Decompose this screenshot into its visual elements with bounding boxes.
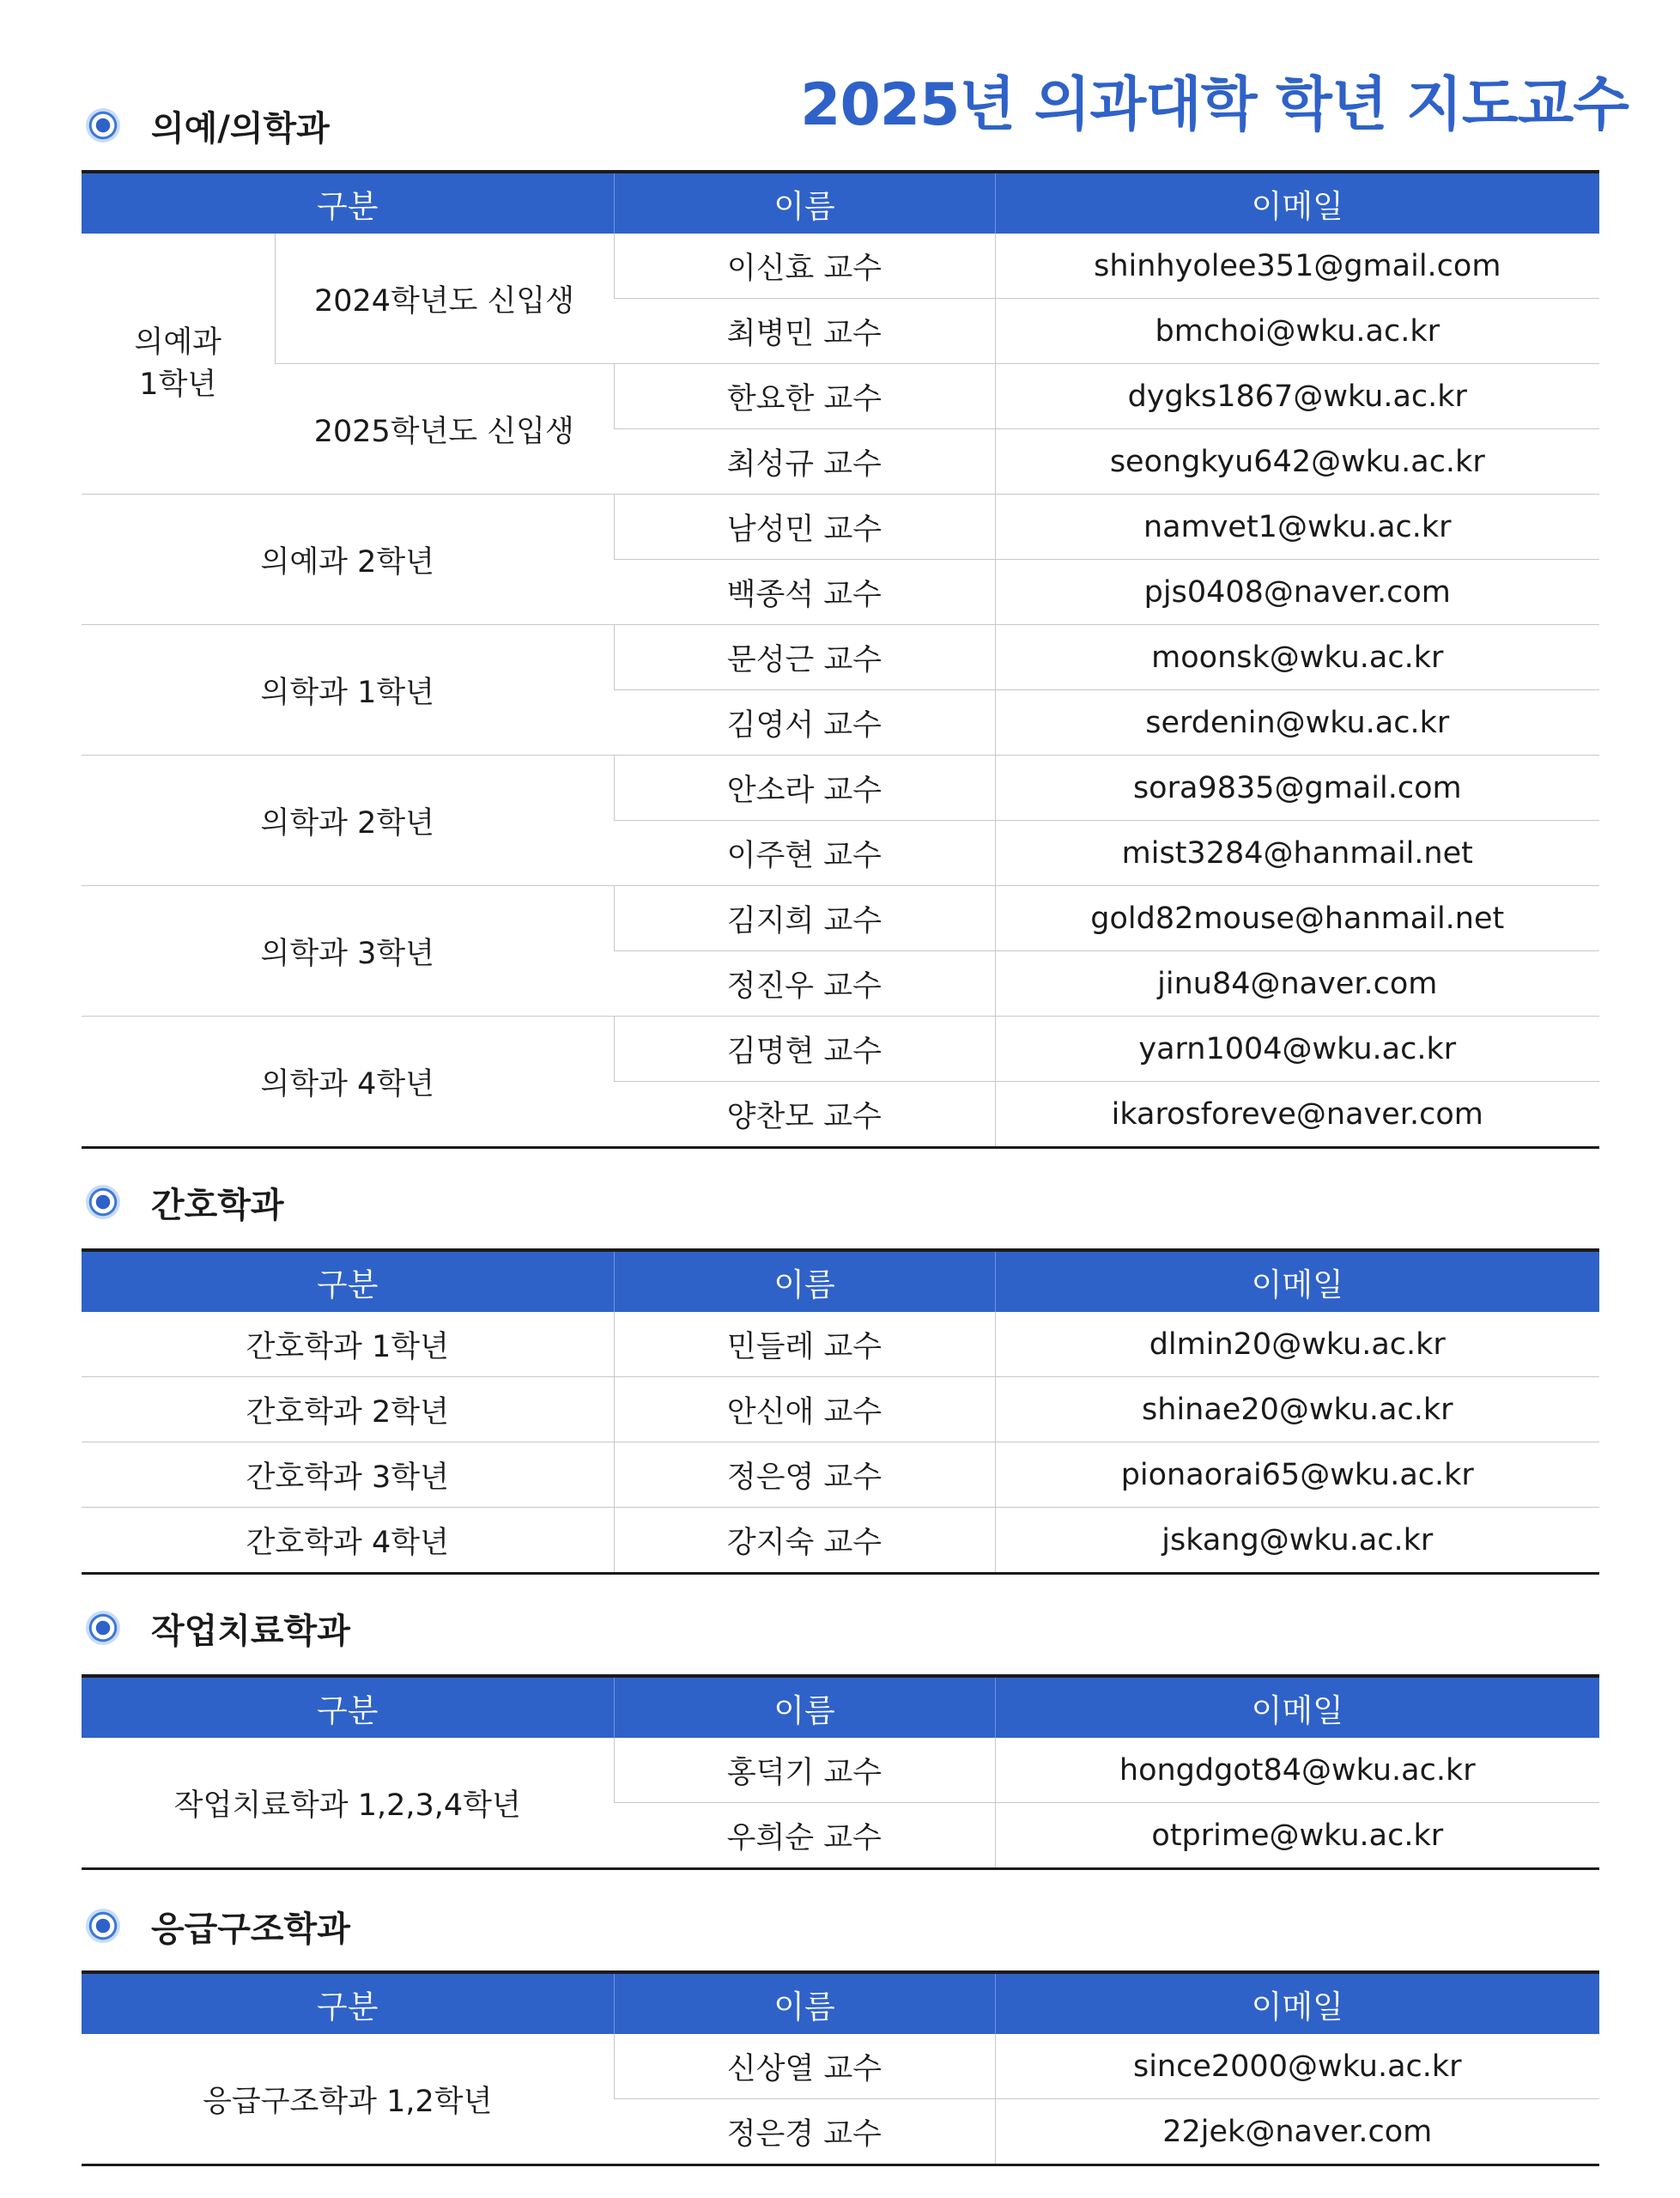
professor-name: 정은경 교수 bbox=[614, 2099, 995, 2165]
table-row bbox=[82, 756, 1599, 821]
target-bullet-icon bbox=[86, 108, 120, 143]
year-group-cell: 의학과 1학년 bbox=[82, 625, 614, 756]
professor-email[interactable]: moonsk@wku.ac.kr bbox=[995, 625, 1599, 690]
professor-name: 안소라 교수 bbox=[614, 756, 995, 821]
column-header-name: 이름 bbox=[614, 1972, 995, 2034]
professor-name: 김영서 교수 bbox=[614, 690, 995, 756]
table-header-row bbox=[82, 1676, 1599, 1738]
professor-email[interactable]: since2000@wku.ac.kr bbox=[995, 2034, 1599, 2099]
year-group-cell: 간호학과 3학년 bbox=[82, 1442, 614, 1508]
professor-email[interactable]: jskang@wku.ac.kr bbox=[995, 1508, 1599, 1574]
year-group-sublabel: 1학년 bbox=[139, 367, 217, 402]
professor-name: 이신효 교수 bbox=[614, 234, 995, 299]
professor-name: 최병민 교수 bbox=[614, 299, 995, 364]
section-title: 작업치료학과 bbox=[151, 1611, 350, 1651]
professor-name: 홍덕기 교수 bbox=[614, 1738, 995, 1803]
table-row bbox=[82, 1312, 1599, 1377]
professor-email[interactable]: yarn1004@wku.ac.kr bbox=[995, 1017, 1599, 1082]
cohort-cell: 2024학년도 신입생 bbox=[275, 234, 614, 364]
professor-name: 김지희 교수 bbox=[614, 886, 995, 951]
professor-name: 최성규 교수 bbox=[614, 429, 995, 495]
professor-email[interactable]: 22jek@naver.com bbox=[995, 2099, 1599, 2165]
professor-name: 우희순 교수 bbox=[614, 1803, 995, 1869]
section-title: 간호학과 bbox=[151, 1185, 284, 1225]
table-row bbox=[82, 1508, 1599, 1574]
professor-name: 정은영 교수 bbox=[614, 1442, 995, 1508]
table-row bbox=[82, 1017, 1599, 1082]
column-header-category: 구분 bbox=[82, 172, 614, 234]
column-header-category: 구분 bbox=[82, 1250, 614, 1312]
column-header-name: 이름 bbox=[614, 1250, 995, 1312]
professor-name: 안신애 교수 bbox=[614, 1377, 995, 1442]
cohort-cell: 2025학년도 신입생 bbox=[275, 364, 614, 495]
section-header-nursing bbox=[86, 1176, 284, 1228]
year-group-cell: 의예과 2학년 bbox=[82, 495, 614, 625]
table-row bbox=[82, 364, 1599, 429]
professor-name: 백종석 교수 bbox=[614, 560, 995, 625]
professor-email[interactable]: serdenin@wku.ac.kr bbox=[995, 690, 1599, 756]
table-row bbox=[82, 1377, 1599, 1442]
professor-name: 강지숙 교수 bbox=[614, 1508, 995, 1574]
column-header-email: 이메일 bbox=[995, 1676, 1599, 1738]
professor-name: 문성근 교수 bbox=[614, 625, 995, 690]
column-header-email: 이메일 bbox=[995, 1250, 1599, 1312]
professor-name: 민들레 교수 bbox=[614, 1312, 995, 1377]
page-title: 2025년 의과대학 학년 지도교수 bbox=[800, 71, 1628, 139]
section-header-occupational-therapy bbox=[86, 1602, 350, 1654]
table-row bbox=[82, 234, 1599, 299]
target-bullet-icon bbox=[86, 1909, 120, 1943]
section-title: 의예/의학과 bbox=[151, 108, 330, 149]
year-group-cell: 의학과 4학년 bbox=[82, 1017, 614, 1148]
table-header-row bbox=[82, 172, 1599, 234]
column-header-name: 이름 bbox=[614, 172, 995, 234]
target-bullet-icon bbox=[86, 1185, 120, 1219]
professor-name: 이주현 교수 bbox=[614, 821, 995, 886]
advisor-table-medicine bbox=[82, 170, 1599, 1149]
professor-email[interactable]: dlmin20@wku.ac.kr bbox=[995, 1312, 1599, 1377]
professor-email[interactable]: shinhyolee351@gmail.com bbox=[995, 234, 1599, 299]
year-group-cell bbox=[82, 234, 275, 495]
professor-name: 한요한 교수 bbox=[614, 364, 995, 429]
table-row bbox=[82, 886, 1599, 951]
year-group-cell: 응급구조학과 1,2학년 bbox=[82, 2034, 614, 2165]
professor-email[interactable]: jinu84@naver.com bbox=[995, 951, 1599, 1017]
section-title: 응급구조학과 bbox=[151, 1909, 350, 1949]
table-row bbox=[82, 625, 1599, 690]
year-group-cell: 간호학과 4학년 bbox=[82, 1508, 614, 1574]
year-group-cell: 의학과 3학년 bbox=[82, 886, 614, 1017]
table-row bbox=[82, 2034, 1599, 2099]
column-header-email: 이메일 bbox=[995, 1972, 1599, 2034]
professor-email[interactable]: ikarosforeve@naver.com bbox=[995, 1082, 1599, 1148]
column-header-category: 구분 bbox=[82, 1676, 614, 1738]
professor-email[interactable]: dygks1867@wku.ac.kr bbox=[995, 364, 1599, 429]
column-header-email: 이메일 bbox=[995, 172, 1599, 234]
professor-email[interactable]: pjs0408@naver.com bbox=[995, 560, 1599, 625]
professor-name: 정진우 교수 bbox=[614, 951, 995, 1017]
table-row bbox=[82, 1738, 1599, 1803]
professor-name: 김명현 교수 bbox=[614, 1017, 995, 1082]
section-header-emergency-rescue bbox=[86, 1900, 350, 1952]
professor-email[interactable]: sora9835@gmail.com bbox=[995, 756, 1599, 821]
professor-name: 신상열 교수 bbox=[614, 2034, 995, 2099]
advisor-table-occupational-therapy bbox=[82, 1674, 1599, 1870]
professor-email[interactable]: bmchoi@wku.ac.kr bbox=[995, 299, 1599, 364]
year-group-label: 의예과 bbox=[134, 325, 221, 360]
professor-email[interactable]: mist3284@hanmail.net bbox=[995, 821, 1599, 886]
professor-name: 양찬모 교수 bbox=[614, 1082, 995, 1148]
year-group-cell: 간호학과 2학년 bbox=[82, 1377, 614, 1442]
professor-name: 남성민 교수 bbox=[614, 495, 995, 560]
table-header-row bbox=[82, 1250, 1599, 1312]
target-bullet-icon bbox=[86, 1611, 120, 1645]
table-header-row bbox=[82, 1972, 1599, 2034]
professor-email[interactable]: seongkyu642@wku.ac.kr bbox=[995, 429, 1599, 495]
column-header-category: 구분 bbox=[82, 1972, 614, 2034]
year-group-cell: 의학과 2학년 bbox=[82, 756, 614, 886]
advisor-table-emergency-rescue bbox=[82, 1970, 1599, 2166]
professor-email[interactable]: shinae20@wku.ac.kr bbox=[995, 1377, 1599, 1442]
column-header-name: 이름 bbox=[614, 1676, 995, 1738]
table-row bbox=[82, 495, 1599, 560]
professor-email[interactable]: gold82mouse@hanmail.net bbox=[995, 886, 1599, 951]
table-row bbox=[82, 1442, 1599, 1508]
professor-email[interactable]: namvet1@wku.ac.kr bbox=[995, 495, 1599, 560]
professor-email[interactable]: otprime@wku.ac.kr bbox=[995, 1803, 1599, 1869]
year-group-cell: 간호학과 1학년 bbox=[82, 1312, 614, 1377]
section-header-medicine bbox=[86, 100, 330, 151]
year-group-cell: 작업치료학과 1,2,3,4학년 bbox=[82, 1738, 614, 1869]
professor-email[interactable]: pionaorai65@wku.ac.kr bbox=[995, 1442, 1599, 1508]
advisor-table-nursing bbox=[82, 1248, 1599, 1575]
professor-email[interactable]: hongdgot84@wku.ac.kr bbox=[995, 1738, 1599, 1803]
